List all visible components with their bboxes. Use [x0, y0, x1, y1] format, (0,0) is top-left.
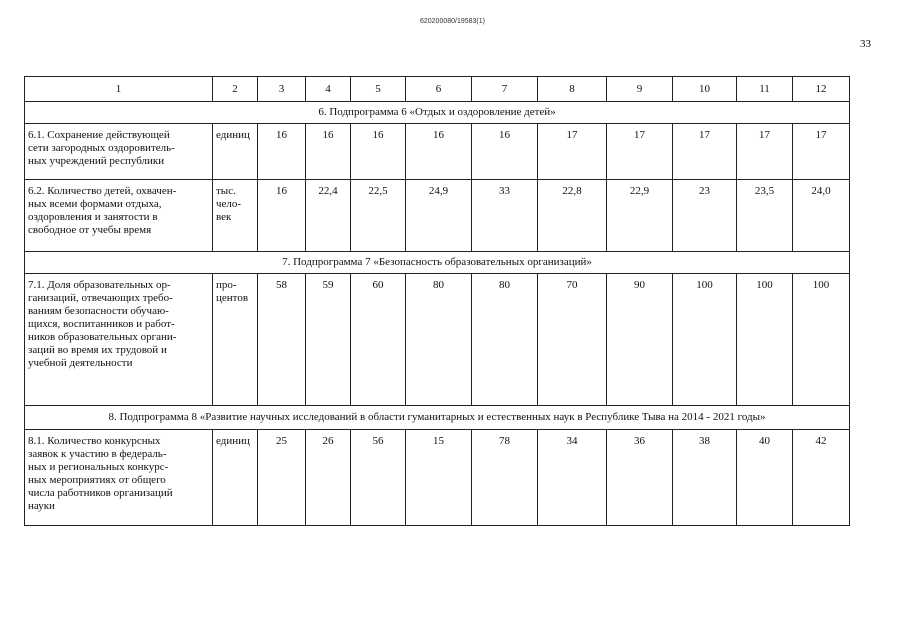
- column-number: 12: [793, 77, 850, 102]
- indicator-name-line: 8.1. Количество конкурсных: [28, 435, 161, 447]
- indicator-name-line: оздоровления и занятости в: [28, 211, 158, 223]
- indicator-name: [25, 274, 213, 406]
- value-cell: 16: [472, 124, 538, 180]
- value-cell: 42: [793, 430, 850, 526]
- value-cell: 25: [258, 430, 306, 526]
- value-cell: 78: [472, 430, 538, 526]
- value-cell: 34: [538, 430, 607, 526]
- column-number: 3: [258, 77, 306, 102]
- column-number-row: [25, 77, 850, 102]
- value-cell: 17: [793, 124, 850, 180]
- value-cell: 17: [607, 124, 673, 180]
- value-cell: 40: [737, 430, 793, 526]
- indicators-table: [24, 76, 850, 526]
- unit-line: про-: [216, 279, 237, 291]
- unit-cell: [213, 124, 258, 180]
- column-number: 6: [406, 77, 472, 102]
- value-cell: 16: [258, 180, 306, 252]
- indicator-name-line: ников образовательных органи-: [28, 331, 177, 343]
- indicator-name-line: ных всеми формами отдыха,: [28, 198, 162, 210]
- indicator-name-line: науки: [28, 500, 55, 512]
- indicator-name-line: ных мероприятиях от общего: [28, 474, 166, 486]
- value-cell: 38: [673, 430, 737, 526]
- indicator-name: [25, 180, 213, 252]
- indicator-name-line: 6.1. Сохранение действующей: [28, 129, 170, 141]
- indicator-name-line: заявок к участию в федераль-: [28, 448, 167, 460]
- unit-line: тыс.: [216, 185, 236, 197]
- value-cell: 22,5: [351, 180, 406, 252]
- section-title: 6. Подпрограмма 6 «Отдых и оздоровление детей»: [25, 102, 850, 124]
- table-row: [25, 274, 850, 406]
- column-number: 4: [306, 77, 351, 102]
- indicator-name: [25, 430, 213, 526]
- column-number: 7: [472, 77, 538, 102]
- column-number: 5: [351, 77, 406, 102]
- indicator-name: [25, 124, 213, 180]
- section-row: [25, 252, 850, 274]
- value-cell: 16: [306, 124, 351, 180]
- unit-cell: [213, 430, 258, 526]
- unit-line: чело-: [216, 198, 242, 210]
- column-number: 8: [538, 77, 607, 102]
- indicator-name-line: числа работников организаций: [28, 487, 173, 499]
- value-cell: 24,9: [406, 180, 472, 252]
- table-row: [25, 430, 850, 526]
- value-cell: 56: [351, 430, 406, 526]
- unit-line: единиц: [216, 129, 250, 141]
- value-cell: 23,5: [737, 180, 793, 252]
- page-number: 33: [860, 38, 871, 50]
- value-cell: 17: [538, 124, 607, 180]
- column-number: 1: [25, 77, 213, 102]
- value-cell: 26: [306, 430, 351, 526]
- section-title: 7. Подпрограмма 7 «Безопасность образовательных организаций»: [25, 252, 850, 274]
- value-cell: 100: [737, 274, 793, 406]
- value-cell: 80: [406, 274, 472, 406]
- unit-line: центов: [216, 292, 249, 304]
- table-row: [25, 180, 850, 252]
- column-number: 11: [737, 77, 793, 102]
- value-cell: 24,0: [793, 180, 850, 252]
- unit-line: век: [216, 211, 232, 223]
- value-cell: 70: [538, 274, 607, 406]
- value-cell: 22,9: [607, 180, 673, 252]
- indicator-name-line: 6.2. Количество детей, охвачен-: [28, 185, 177, 197]
- indicator-name-line: ных и региональных конкурс-: [28, 461, 169, 473]
- value-cell: 16: [258, 124, 306, 180]
- value-cell: 16: [406, 124, 472, 180]
- value-cell: 22,8: [538, 180, 607, 252]
- value-cell: 15: [406, 430, 472, 526]
- unit-line: единиц: [216, 435, 250, 447]
- indicator-name-line: щихся, воспитанников и работ-: [28, 318, 175, 330]
- unit-cell: [213, 274, 258, 406]
- value-cell: 100: [793, 274, 850, 406]
- indicator-name-line: ганизаций, отвечающих требо-: [28, 292, 173, 304]
- indicator-name-line: ных учреждений республики: [28, 155, 165, 167]
- indicator-name-line: ваниям безопасности обучаю-: [28, 305, 169, 317]
- value-cell: 100: [673, 274, 737, 406]
- value-cell: 16: [351, 124, 406, 180]
- value-cell: 17: [737, 124, 793, 180]
- indicator-name-line: учебной деятельности: [28, 357, 133, 369]
- section-title: 8. Подпрограмма 8 «Развитие научных исследований в области гуманитарных и естественных наук в Республике Тыва на 2014 - 2021 годы»: [25, 406, 850, 430]
- unit-cell: [213, 180, 258, 252]
- value-cell: 59: [306, 274, 351, 406]
- indicator-name-line: 7.1. Доля образовательных ор-: [28, 279, 171, 291]
- value-cell: 22,4: [306, 180, 351, 252]
- section-row: [25, 102, 850, 124]
- table-row: [25, 124, 850, 180]
- value-cell: 60: [351, 274, 406, 406]
- value-cell: 36: [607, 430, 673, 526]
- value-cell: 58: [258, 274, 306, 406]
- value-cell: 90: [607, 274, 673, 406]
- document-code: 620200080/19583(1): [419, 18, 485, 25]
- indicator-name-line: заций во время их трудовой и: [28, 344, 167, 356]
- column-number: 2: [213, 77, 258, 102]
- indicator-name-line: сети загородных оздоровитель-: [28, 142, 175, 154]
- value-cell: 80: [472, 274, 538, 406]
- section-row: [25, 406, 850, 430]
- indicator-name-line: свободное от учебы время: [28, 224, 152, 236]
- column-number: 9: [607, 77, 673, 102]
- value-cell: 33: [472, 180, 538, 252]
- value-cell: 17: [673, 124, 737, 180]
- value-cell: 23: [673, 180, 737, 252]
- column-number: 10: [673, 77, 737, 102]
